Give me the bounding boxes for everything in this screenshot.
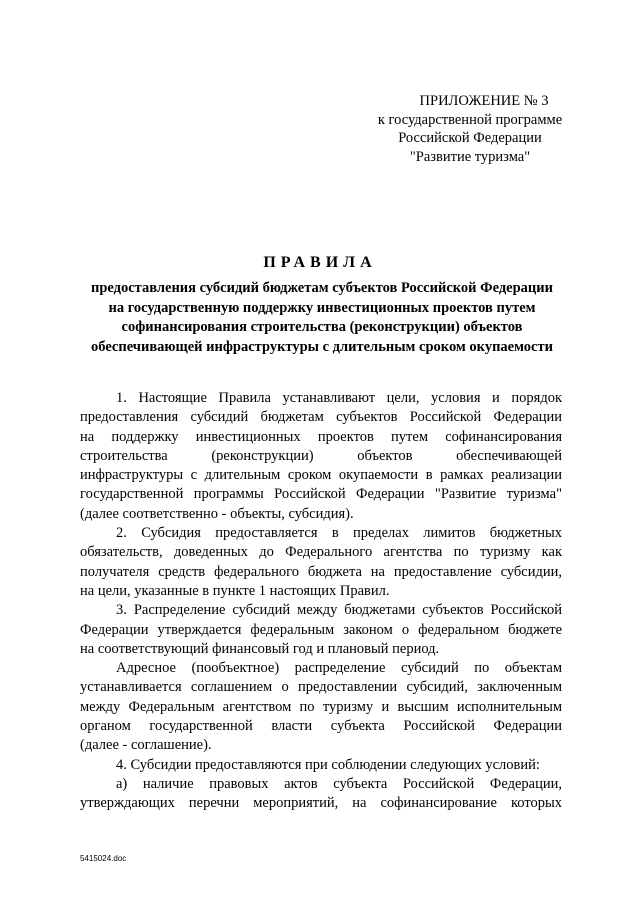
appendix-line: к государственной программе — [377, 111, 563, 128]
subtitle-line: на государственную поддержку инвестиционных проектов путем — [108, 299, 536, 316]
paragraph-line: (далее соответственно - объекты, субсидия). — [80, 505, 354, 522]
paragraph-line: между Федеральным агентством по туризму и высшим исполнительным — [80, 698, 562, 715]
appendix-line: "Развитие туризма" — [409, 148, 531, 165]
paragraph-line: 1. Настоящие Правила устанавливают цели, условия и порядок — [116, 390, 562, 406]
paragraph-line: на поддержку инвестиционных проектов путем софинансирования — [80, 428, 562, 445]
paragraph-line: утверждающих перечни мероприятий, на софинансирование которых — [80, 795, 562, 812]
subtitle-line: обеспечивающей инфраструктуры с длительным сроком окупаемости — [91, 338, 553, 355]
paragraph-line: 4. Субсидии предоставляются при соблюдении следующих условий: — [116, 756, 540, 773]
paragraph-line: на цели, указанные в пункте 1 настоящих Правил. — [80, 582, 390, 599]
paragraph-line: 2. Субсидия предоставляется в пределах лимитов бюджетных — [116, 525, 562, 542]
document-title: ПРАВИЛА — [263, 254, 377, 271]
footer-filename: 5415024.doc — [80, 854, 127, 863]
paragraph-line: Федерации утверждается федеральным законом о федеральном бюджете — [80, 621, 562, 638]
paragraph-line: а) наличие правовых актов субъекта Российской Федерации, — [116, 775, 562, 792]
subtitle-line: софинансирования строительства (реконструкции) объектов — [121, 319, 523, 335]
paragraph-line: 3. Распределение субсидий между бюджетами субъектов Российской — [116, 602, 562, 619]
paragraph-line: государственной программы Российской Федерации "Развитие туризма" — [80, 486, 562, 503]
paragraph-line: строительства (реконструкции) объектов обеспечивающей — [80, 447, 562, 464]
subtitle-line: предоставления субсидий бюджетам субъектов Российской Федерации — [91, 280, 553, 296]
appendix-line: Российской Федерации — [398, 130, 542, 146]
paragraph-line: устанавливается соглашением о предоставлении субсидий, заключенным — [80, 679, 562, 696]
paragraph-line: на соответствующий финансовый год и плановый период. — [80, 640, 440, 657]
paragraph-line: инфраструктуры с длительным сроком окупаемости в рамках реализации — [80, 467, 562, 484]
appendix-title: ПРИЛОЖЕНИЕ № 3 — [419, 93, 549, 109]
paragraph-line: обязательств, доведенных до Федерального агентства по туризму как — [80, 544, 562, 561]
document-subtitle — [62, 279, 582, 357]
paragraph-line: (далее - соглашение). — [80, 737, 212, 754]
document-body — [80, 389, 562, 814]
paragraph-line: получателя средств федерального бюджета на предоставление субсидии, — [80, 563, 562, 580]
paragraph-line: органом государственной власти субъекта Российской Федерации — [80, 718, 562, 735]
paragraph-line: Адресное (пообъектное) распределение субсидий по объектам — [116, 660, 562, 677]
paragraph-line: предоставления субсидий бюджетам субъектов Российской Федерации — [80, 409, 562, 426]
appendix-header — [340, 92, 600, 166]
